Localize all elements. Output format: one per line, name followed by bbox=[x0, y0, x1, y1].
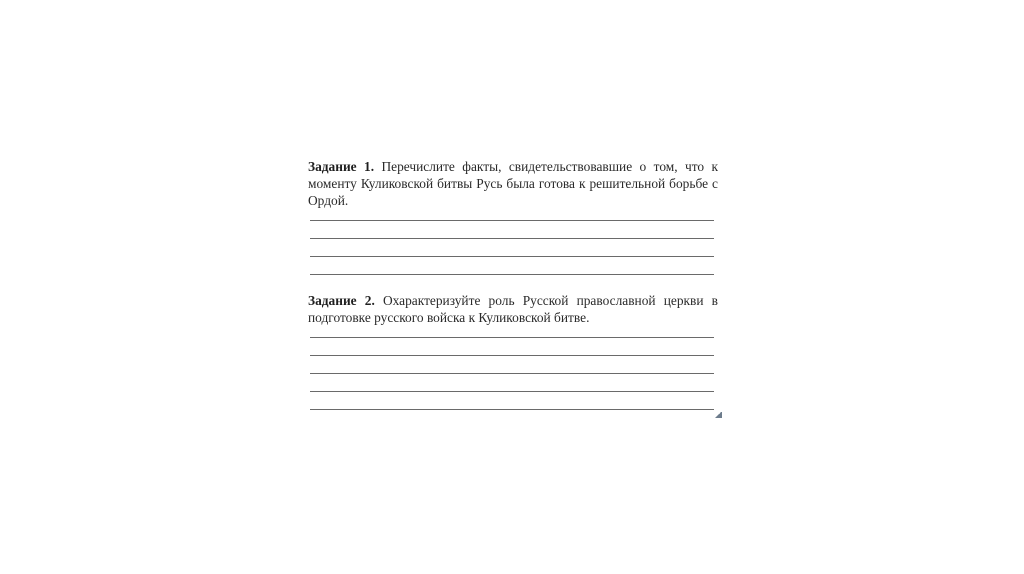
task-2-label: Задание 2. bbox=[308, 293, 375, 308]
task-1-answer-line bbox=[310, 256, 714, 257]
task-2-answer-line bbox=[310, 373, 714, 374]
task-1-answer-line bbox=[310, 238, 714, 239]
task-2-answer-line bbox=[310, 409, 714, 410]
task-2-text: Охарактеризуйте роль Русской православной церкви в подготовке русского войска к Куликовской битве. bbox=[308, 293, 718, 325]
worksheet-scan bbox=[304, 150, 722, 422]
task-2-answer-line bbox=[310, 337, 714, 338]
task-1-label: Задание 1. bbox=[308, 159, 375, 174]
scan-corner-mark bbox=[714, 412, 722, 418]
task-1-answer-line bbox=[310, 220, 714, 221]
task-1 bbox=[308, 158, 718, 209]
task-1-text: Перечислите факты, свидетельствовавшие о том, что к моменту Куликовской битвы Русь была готова к решительной борьбе с Ордой. bbox=[308, 159, 718, 208]
task-1-answer-line bbox=[310, 274, 714, 275]
task-2-answer-line bbox=[310, 355, 714, 356]
task-2 bbox=[308, 292, 718, 326]
task-2-answer-line bbox=[310, 391, 714, 392]
